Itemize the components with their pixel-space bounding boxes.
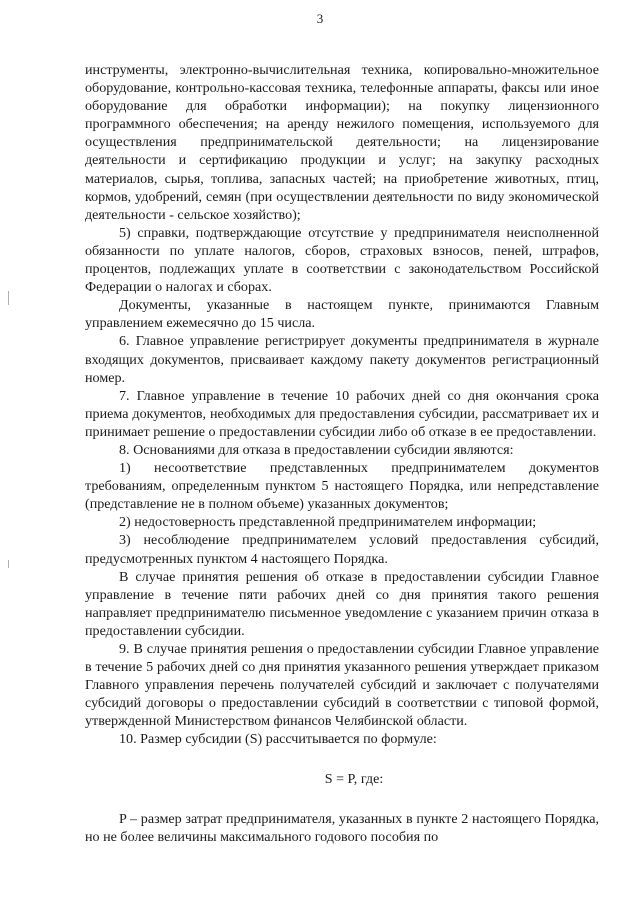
paragraph: 1) несоответствие представленных предпринимателем документов требованиям, определенным пунктом 5 настоящего Порядка, или непредставление (представление не в полном объеме) указанных документов; [85, 460, 599, 513]
formula: S = P, где: [324, 770, 384, 787]
paragraph: инструменты, электронно-вычислительная техника, копировально-множительное оборудование, контрольно-кассовая техника, телефонные аппараты, факсы или иное оборудование для обработки информации); на покупку лицензионного программного обеспечения; на аренду нежилого помещения, используемого для осуществления предпринимательской деятельности; на лицензирование деятельности и сертификацию продукции и услуг; на закупку расходных материалов, сырья, топлива, запасных частей; на приобретение животных, птиц, кормов, удобрений, семян (при осуществлении деятельности по виду экономической деятельности - сельское хозяйство); [85, 62, 599, 223]
paragraph: 3) несоблюдение предпринимателем условий предоставления субсидий, предусмотренных пунктом 4 настоящего Порядка. [85, 532, 599, 567]
paragraph: 9. В случае принятия решения о предоставлении субсидии Главное управление в течение 5 рабочих дней со дня принятия указанного решения утверждает приказом Главного управления перечень получателей субсидий и заключает с получателями субсидий договоры о предоставлении субсидий в соответствии с типовой формой, утвержденной Министерством финансов Челябинской области. [85, 641, 599, 730]
paragraph: 2) недостоверность представленной предпринимателем информации; [119, 514, 537, 531]
formula-definition: P – размер затрат предпринимателя, указанных в пункте 2 настоящего Порядка, но не более величины максимального годового пособия по [85, 810, 599, 845]
scan-margin-mark [8, 560, 9, 568]
paragraph: Документы, указанные в настоящем пункте, принимаются Главным управлением ежемесячно до 15 числа. [85, 297, 599, 332]
page-number: 3 [316, 11, 324, 26]
paragraph: В случае принятия решения об отказе в предоставлении субсидии Главное управление в течение пяти рабочих дней со дня принятия такого решения направляет предпринимателю письменное уведомление с указанием причин отказа в предоставлении субсидии. [85, 568, 599, 639]
scan-margin-mark [8, 291, 9, 305]
paragraph: 8. Основаниями для отказа в предоставлении субсидии являются: [119, 441, 514, 458]
paragraph: 10. Размер субсидии (S) рассчитывается по формуле: [119, 731, 437, 748]
document-body [85, 61, 599, 846]
paragraph: 7. Главное управление в течение 10 рабочих дней со дня окончания срока приема документов, необходимых для предоставления субсидии, рассматривает их и принимает решение о предоставлении субсидии либо об отказе в ее предоставлении. [85, 387, 599, 440]
paragraph: 6. Главное управление регистрирует документы предпринимателя в журнале входящих документов, присваивает каждому пакету документов регистрационный номер. [85, 333, 599, 386]
paragraph: 5) справки, подтверждающие отсутствие у предпринимателя неисполненной обязанности по уплате налогов, сборов, страховых взносов, пеней, штрафов, процентов, подлежащих уплате в соответствии с законодательством Российской Федерации о налогах и сборах. [85, 224, 599, 296]
